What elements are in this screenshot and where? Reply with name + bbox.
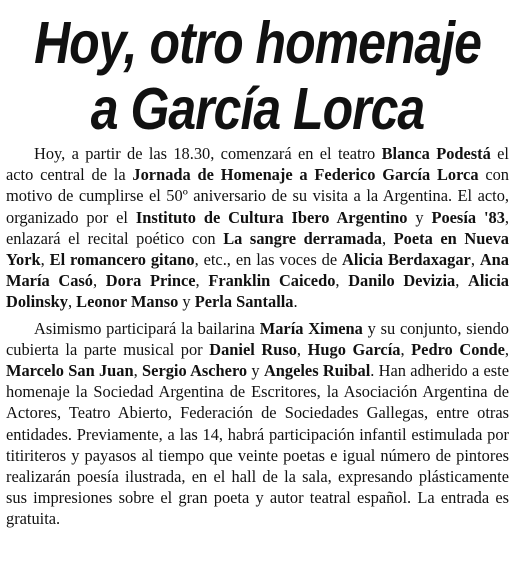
text-run: , xyxy=(93,271,106,291)
text-run: , xyxy=(470,250,480,270)
text-run: , xyxy=(400,339,412,359)
bold-name-run: Leonor Manso xyxy=(76,292,179,312)
text-run: , xyxy=(455,271,469,291)
text-run: , xyxy=(133,361,143,381)
text-run: y xyxy=(178,292,195,312)
text-run: , xyxy=(504,339,510,359)
text-run: con motivo de cumplirse el 50º aniversario de su visita a la Argentina. El acto, organizado por el xyxy=(6,165,510,227)
headline-line-2: a García Lorca xyxy=(90,76,425,143)
bold-name-run: Poesía '83 xyxy=(431,207,505,227)
bold-name-run: Instituto de Cultura Ibero Argentino xyxy=(135,207,408,227)
text-run: . xyxy=(293,292,298,312)
bold-name-run: Poeta en Nueva York xyxy=(6,228,509,270)
article-paragraph-1 xyxy=(6,143,509,313)
text-run: , xyxy=(381,228,394,248)
bold-name-run: Blanca Podestá xyxy=(381,144,491,163)
text-run: y su conjunto, siendo cubierta la parte musical por xyxy=(6,318,509,359)
text-run: Asimismo participará la bailarina xyxy=(34,318,260,338)
headline-line-1: Hoy, otro homenaje xyxy=(34,10,481,77)
bold-name-run: Ana María Casó xyxy=(6,250,509,291)
bold-name-run: Alicia Berdaxagar xyxy=(342,250,471,270)
text-run: y xyxy=(407,207,432,227)
bold-name-run: Hugo García xyxy=(307,339,401,359)
bold-name-run: María Ximena xyxy=(259,318,363,338)
bold-name-run: Sergio Aschero xyxy=(142,361,248,381)
text-run: , enlazará el recital poético con xyxy=(6,207,509,248)
bold-name-run: Jornada de Homenaje a Federico García Lorca xyxy=(132,165,479,185)
text-run: , xyxy=(195,271,209,291)
bold-name-run: Angeles Ruibal xyxy=(263,361,371,381)
text-run: y xyxy=(247,361,264,381)
article-paragraph-2 xyxy=(6,318,509,530)
bold-name-run: La sangre derramada xyxy=(223,228,382,248)
text-run: , xyxy=(296,339,308,359)
bold-name-run: Marcelo San Juan xyxy=(6,361,134,381)
bold-name-run: Alicia Dolinsky xyxy=(6,271,509,312)
text-run: , xyxy=(67,292,77,312)
bold-name-run: Pedro Conde xyxy=(411,339,505,359)
bold-name-run: El romancero gitano xyxy=(49,250,195,270)
bold-name-run: Daniel Ruso xyxy=(209,339,297,359)
bold-name-run: Franklin Caicedo xyxy=(208,271,336,291)
bold-name-run: Danilo Devizia xyxy=(348,271,456,291)
text-run: , xyxy=(335,271,349,291)
text-run: el acto central de la xyxy=(6,144,509,185)
text-run: , etc., en las voces de xyxy=(194,250,343,270)
bold-name-run: Dora Prince xyxy=(105,271,196,291)
text-run: . Han adherido a este homenaje la Sociedad Argentina de Escritores, la Asociación Argentina de Actores, Teatro Abierto, Federación de Sociedades Gallegas, entre otras entidades. Previamente, a las 14, habrá participación infantil estimulada por titiriteros y payasos al tiempo que veinte poetas e igual número de pintores realizarán poesía ilustrada, en el hall de la sala, expresando plásticamente sus impresiones sobre el gran poeta y autor teatral español. La entrada es gratuita. xyxy=(6,361,510,529)
text-run: Hoy, a partir de las 18.30, comenzará en el teatro xyxy=(34,144,382,163)
article-body xyxy=(6,143,509,530)
bold-name-run: Perla Santalla xyxy=(194,292,294,312)
text-run: , xyxy=(40,250,50,270)
